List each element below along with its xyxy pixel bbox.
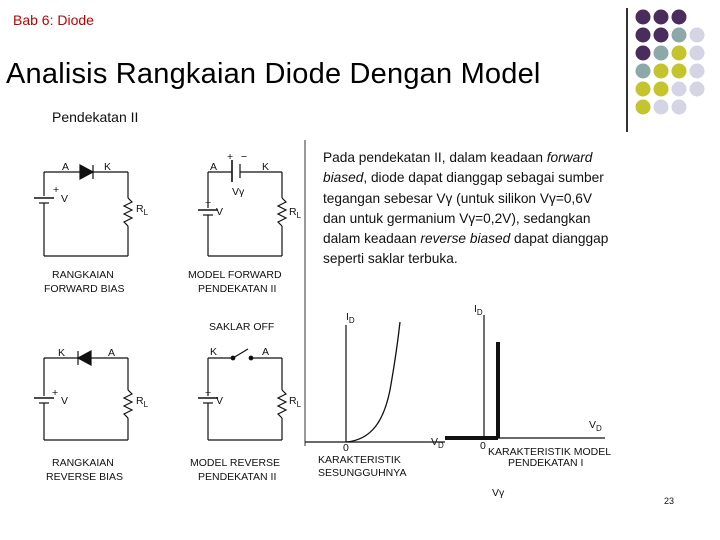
graph-model-characteristic (445, 315, 605, 438)
model-forward-k-label: K (262, 161, 270, 173)
decorative-dot (636, 100, 651, 115)
graph-real-zero-label: 0 (343, 442, 349, 454)
decorative-dot (654, 100, 669, 115)
paragraph-italic-forward: forward biased (323, 150, 593, 186)
model-reverse-plus: + (205, 387, 212, 399)
decorative-dot (672, 64, 687, 79)
model-forward-a-label: A (210, 161, 218, 173)
reverse-v-label: V (61, 395, 69, 407)
reverse-k-label: K (58, 347, 66, 359)
decorative-dot (636, 82, 651, 97)
model-forward-vgamma-label: Vγ (232, 186, 245, 198)
model-forward-circuit (198, 160, 286, 256)
model-forward-minus: − (241, 151, 248, 163)
graph-model-vd-label: $V_D$ (589, 419, 602, 433)
reverse-caption-1: RANGKAIAN (52, 457, 114, 469)
model-reverse-caption-2: PENDEKATAN II (198, 471, 277, 483)
model-reverse-k-label: K (210, 346, 218, 358)
forward-v-label: V (61, 193, 69, 205)
forward-caption-1: RANGKAIAN (52, 269, 114, 281)
decorative-dot (672, 46, 687, 61)
graph-real-id-label: $I_D$ (346, 311, 355, 325)
model-forward-caption-1: MODEL FORWARD (188, 269, 282, 281)
model-forward-rl-label: $R_L$ (289, 206, 302, 220)
graph-real-caption-2: SESUNGGUHNYA (318, 467, 407, 479)
paragraph-part-5: dapat dianggap seperti saklar terbuka. (323, 231, 609, 267)
model-forward-plus-2: + (205, 197, 212, 209)
decorative-dot (636, 46, 651, 61)
decorative-dot (654, 64, 669, 79)
forward-bias-circuit (34, 165, 132, 256)
model-forward-v-label: V (216, 206, 224, 218)
decorative-dot (636, 64, 651, 79)
decorative-dot (672, 10, 687, 25)
slide-title: Analisis Rangkaian Diode Dengan Model (6, 58, 541, 90)
model-reverse-rl-label: $R_L$ (289, 395, 302, 409)
forward-plus: + (53, 184, 60, 196)
decorative-dot (690, 28, 705, 43)
decorative-dot (654, 10, 669, 25)
forward-a-label: A (62, 161, 70, 173)
forward-rl-label: $R_L$ (136, 203, 149, 217)
graph-real-characteristic (305, 322, 445, 442)
model-reverse-circuit (198, 349, 286, 440)
paragraph-part-3: , diode dapat dianggap sebagai sumber tegangan sebesar Vγ (untuk silikon Vγ=0,6V dan untuk germanium Vγ=0,2V), sedangkan dalam keadaan (323, 170, 604, 247)
reverse-rl-label: $R_L$ (136, 395, 149, 409)
decorative-dot (636, 10, 651, 25)
forward-k-label: K (104, 161, 112, 173)
graph-model-caption-1: KARAKTERISTIK MODEL (488, 446, 612, 458)
decorative-dot (654, 82, 669, 97)
decorative-dot (690, 46, 705, 61)
decorative-dot (654, 28, 669, 43)
reverse-caption-2: REVERSE BIAS (46, 471, 124, 483)
paragraph-italic-reverse: reverse biased (420, 231, 511, 247)
paragraph-part-1: Pada pendekatan II, dalam keadaan (323, 150, 547, 165)
reverse-a-label: A (108, 347, 116, 359)
decorative-dot (672, 28, 687, 43)
graph-model-caption-2: PENDEKATAN I (508, 457, 584, 469)
graph-model-zero-label: 0 (480, 440, 486, 452)
decorative-dot (672, 82, 687, 97)
decorative-dot (690, 82, 705, 97)
decorative-dot (636, 28, 651, 43)
explanation-paragraph (323, 148, 613, 270)
decorative-dot (690, 64, 705, 79)
reverse-bias-circuit (34, 351, 132, 440)
graph-model-id-label: $I_D$ (474, 303, 483, 317)
model-reverse-caption-1: MODEL REVERSE (190, 457, 281, 469)
graph-real-vd-label: $V_D$ (431, 436, 444, 450)
forward-caption-2: FORWARD BIAS (44, 283, 125, 295)
model-forward-caption-2: PENDEKATAN II (198, 283, 277, 295)
figure-heading: Pendekatan II (52, 109, 139, 125)
model-forward-plus: + (227, 151, 234, 163)
graph-model-vgamma-label: Vγ (492, 487, 505, 499)
model-reverse-v-label: V (216, 395, 224, 407)
page-number: 23 (664, 496, 675, 506)
decorative-dot (672, 100, 687, 115)
model-reverse-a-label: A (262, 346, 270, 358)
reverse-plus: + (52, 387, 59, 399)
chapter-label: Bab 6: Diode (13, 12, 94, 28)
decorative-dot (654, 46, 669, 61)
graph-real-caption-1: KARAKTERISTIK (318, 454, 401, 466)
model-reverse-switch-label: SAKLAR OFF (209, 321, 275, 333)
